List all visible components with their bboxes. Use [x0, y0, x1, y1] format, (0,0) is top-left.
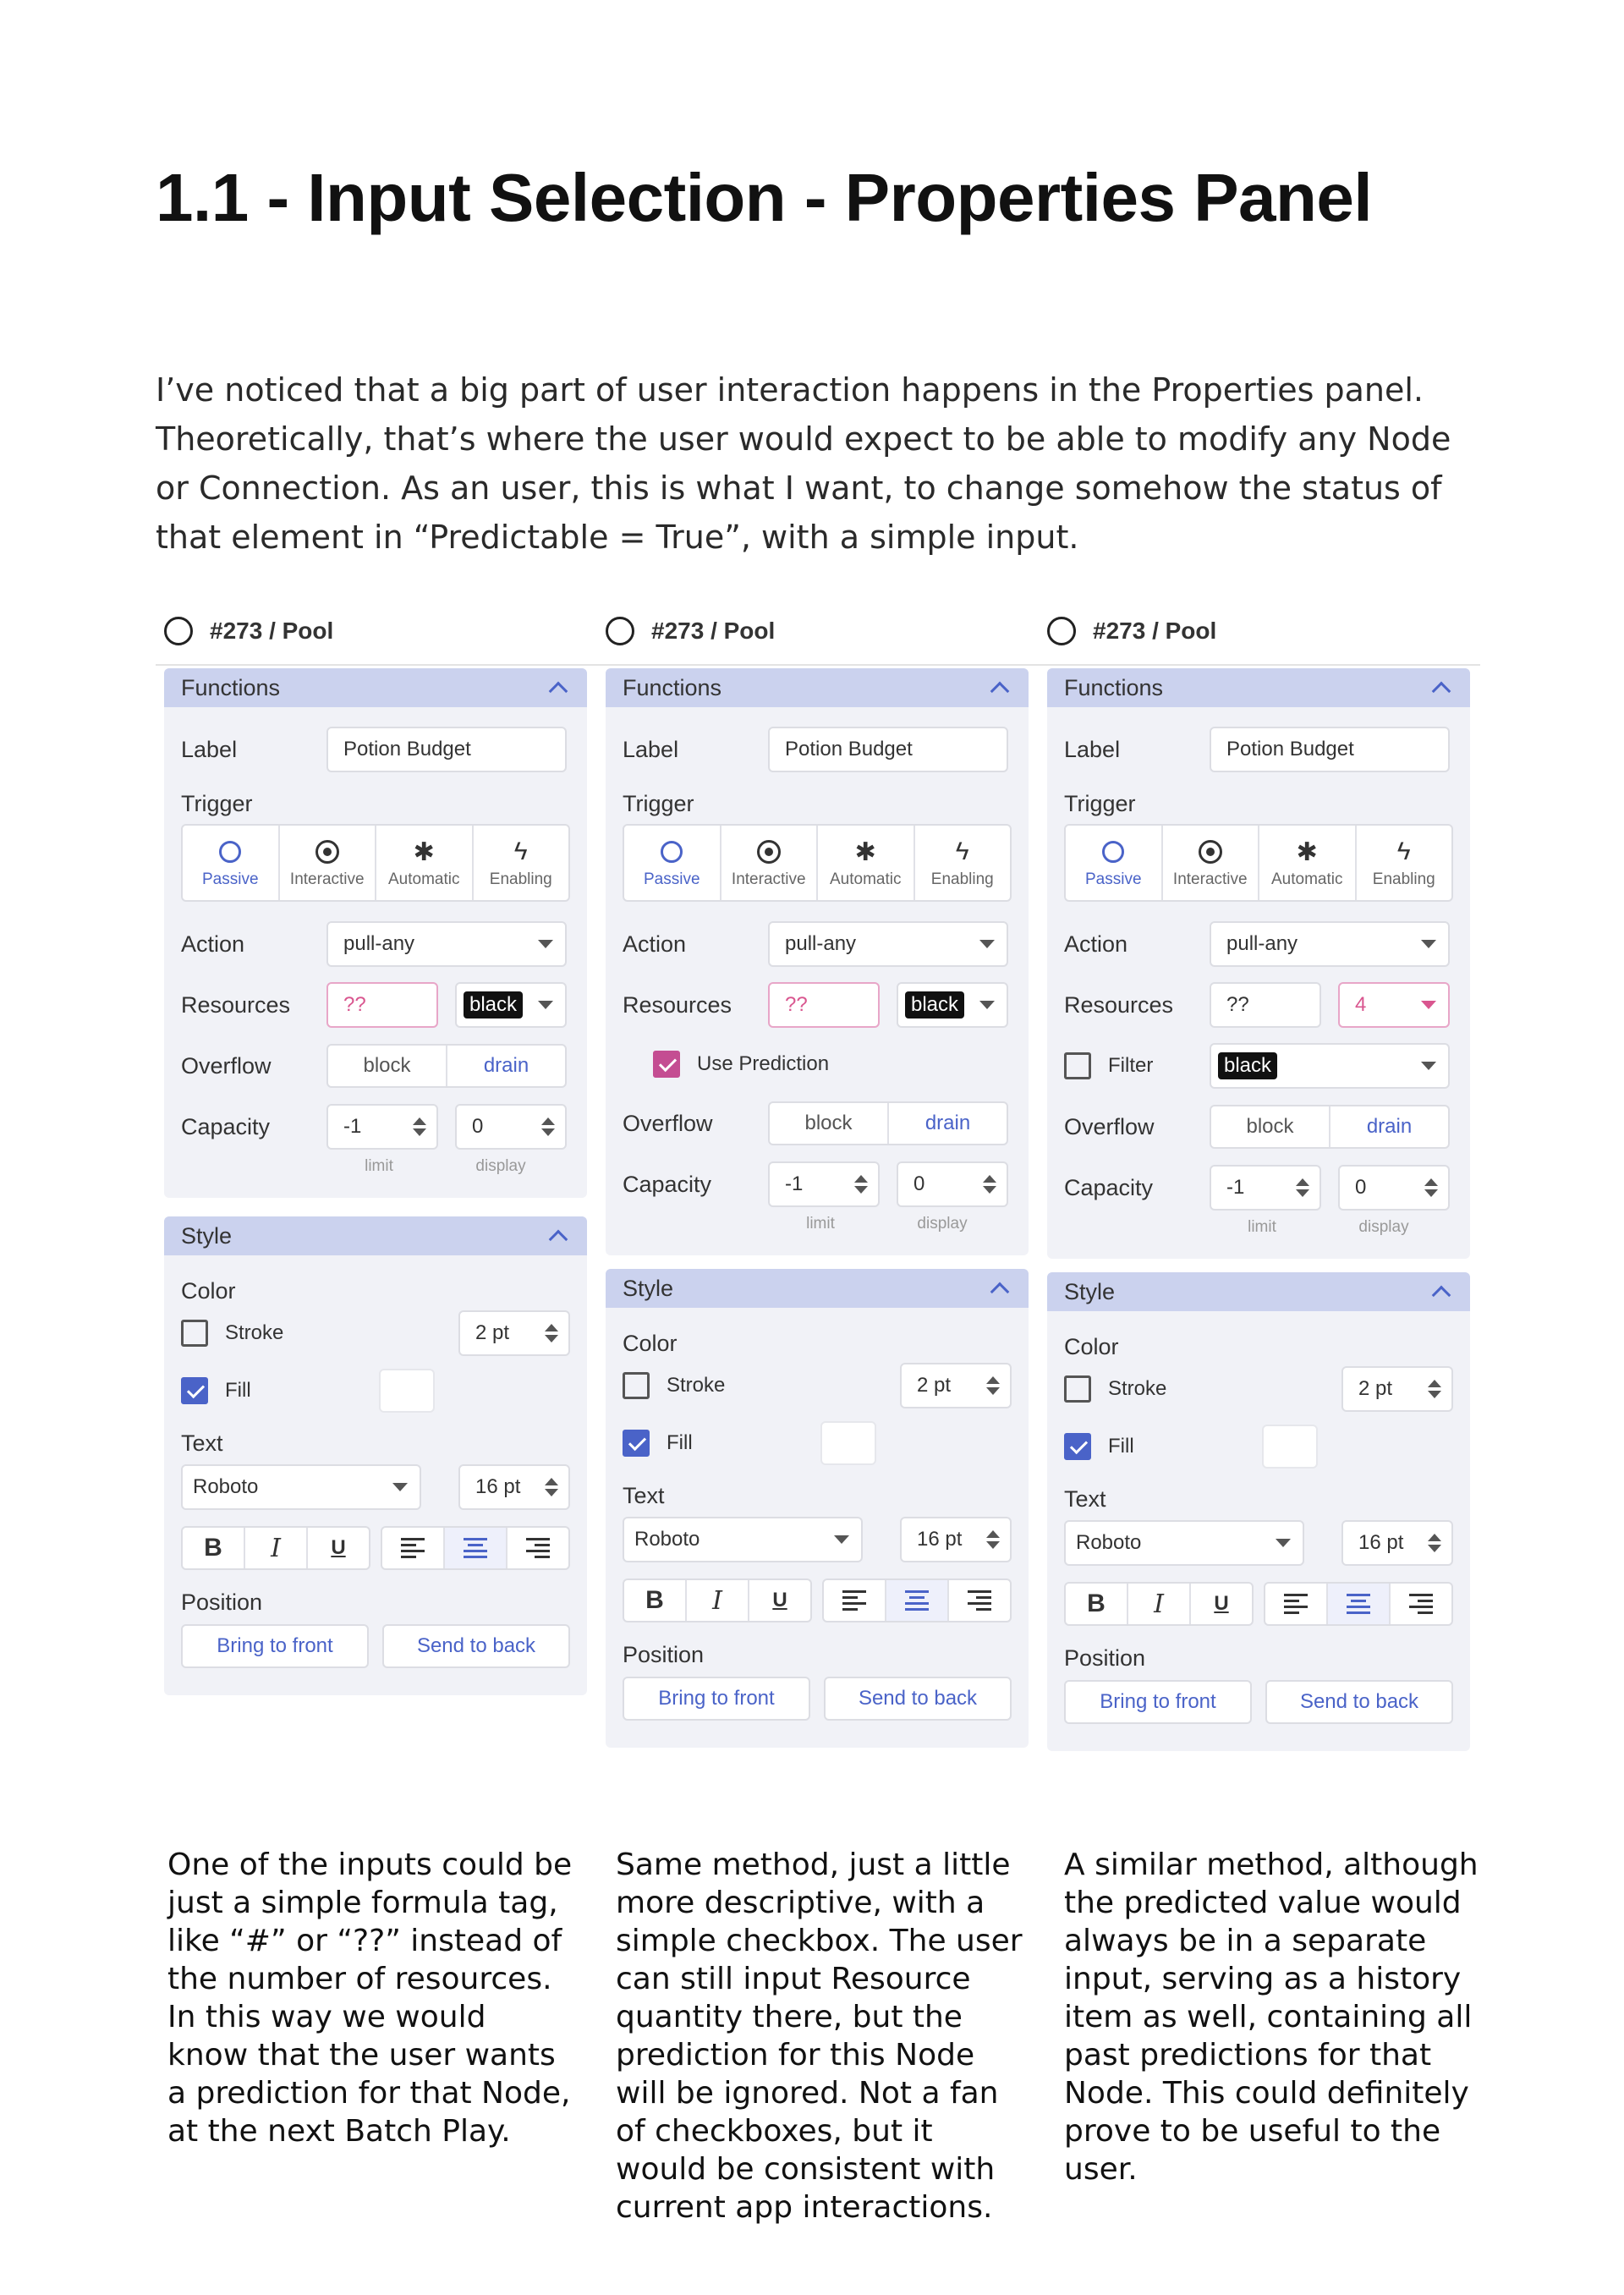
resources-input[interactable]: ??	[326, 982, 438, 1028]
italic-button[interactable]: I	[245, 1528, 308, 1568]
functions-title: Functions	[623, 674, 722, 700]
circle-icon	[661, 841, 683, 863]
chevron-down-icon	[538, 1001, 553, 1009]
trigger-selector	[623, 824, 1012, 902]
limit-hint: limit	[1248, 1218, 1276, 1236]
style-title: Style	[1064, 1278, 1116, 1304]
chevron-up-icon[interactable]	[990, 1282, 1010, 1302]
align-right-icon	[968, 1590, 991, 1611]
capacity-label: Capacity	[623, 1171, 712, 1197]
functions-header[interactable]	[1047, 668, 1470, 707]
text-align-group	[381, 1526, 570, 1570]
align-right-button[interactable]	[508, 1528, 568, 1568]
fill-label: Fill	[225, 1379, 251, 1402]
trigger-automatic[interactable]: ✱ Automatic	[1259, 826, 1357, 900]
font-select[interactable]: Roboto	[623, 1517, 863, 1562]
italic-button[interactable]: I	[1128, 1584, 1191, 1624]
text-align-group	[822, 1578, 1012, 1622]
trigger-passive[interactable]: Passive	[1066, 826, 1163, 900]
style-header[interactable]	[1047, 1272, 1470, 1311]
functions-section	[606, 668, 1029, 1255]
resources-label: Resources	[1064, 991, 1174, 1018]
overflow-label: Overflow	[623, 1110, 713, 1136]
fill-label: Fill	[1108, 1435, 1134, 1458]
display-hint: display	[917, 1215, 968, 1233]
chevron-down-icon	[538, 940, 553, 948]
functions-section	[1047, 668, 1470, 1259]
node-title: #273 / Pool	[1093, 618, 1217, 644]
align-left-button[interactable]	[1265, 1584, 1328, 1624]
target-icon	[315, 840, 339, 864]
action-label: Action	[181, 931, 245, 957]
text-align-group	[1264, 1582, 1453, 1626]
resources-label: Resources	[181, 991, 291, 1018]
lightning-icon: ϟ	[513, 837, 528, 865]
stroke-checkbox[interactable]	[1064, 1375, 1091, 1403]
target-icon	[1199, 840, 1222, 864]
resources-label: Resources	[623, 991, 732, 1018]
chevron-up-icon[interactable]	[1432, 682, 1451, 701]
overflow-toggle	[768, 1101, 1008, 1145]
style-section	[606, 1269, 1029, 1748]
trigger-interactive[interactable]: Interactive	[1163, 826, 1260, 900]
functions-header[interactable]	[164, 668, 587, 707]
prediction-history-select[interactable]: 4	[1338, 982, 1450, 1028]
resources-color-select[interactable]: black	[897, 982, 1008, 1028]
chevron-up-icon[interactable]	[549, 682, 568, 701]
limit-hint: limit	[365, 1157, 393, 1175]
align-left-button[interactable]	[824, 1580, 886, 1621]
overflow-toggle	[1210, 1105, 1450, 1149]
variant-3-panel	[1039, 602, 1468, 1751]
underline-button[interactable]: U	[331, 1536, 346, 1559]
intro-paragraph: I’ve noticed that a big part of user interaction happens in the Properties panel. Theoretically, that’s where the user would expect to be able to modify any Node or Connection. As an user, this is what I want, to change somehow the status of that element in “Predictable = True”, with a simple input.	[156, 371, 1451, 556]
chevron-down-icon	[392, 1483, 408, 1491]
text-style-group	[1064, 1582, 1254, 1626]
overflow-block[interactable]: block	[1211, 1106, 1330, 1147]
text-style-group	[623, 1578, 812, 1622]
label-input[interactable]: Potion Budget	[1210, 727, 1450, 772]
chevron-down-icon	[1421, 1062, 1436, 1070]
filter-color-select[interactable]: black	[1210, 1043, 1450, 1089]
stepper-arrows-icon[interactable]	[1424, 1178, 1438, 1197]
bring-to-front-button[interactable]: Bring to front	[1064, 1680, 1252, 1724]
font-size-stepper[interactable]: 16 pt	[458, 1464, 570, 1510]
stepper-arrows-icon[interactable]	[854, 1175, 868, 1194]
align-right-icon	[526, 1538, 550, 1558]
font-select[interactable]: Roboto	[1064, 1520, 1304, 1566]
trigger-enabling[interactable]: ϟ Enabling	[1372, 837, 1435, 888]
bold-button[interactable]: B	[624, 1580, 687, 1621]
display-hint: display	[1358, 1218, 1409, 1236]
send-to-back-button[interactable]: Send to back	[382, 1624, 570, 1668]
underline-button[interactable]: U	[772, 1589, 787, 1611]
stroke-label: Stroke	[225, 1321, 284, 1344]
action-select[interactable]: pull-any	[326, 921, 567, 967]
chevron-up-icon[interactable]	[549, 1230, 568, 1249]
stepper-arrows-icon[interactable]	[413, 1117, 426, 1136]
style-section	[164, 1216, 587, 1695]
trigger-enabling[interactable]: ϟ Enabling	[930, 837, 994, 888]
underline-button[interactable]: U	[1214, 1592, 1229, 1615]
stepper-arrows-icon[interactable]	[545, 1478, 558, 1496]
node-title: #273 / Pool	[651, 618, 776, 644]
resources-color-select[interactable]: black	[455, 982, 567, 1028]
stroke-width-stepper[interactable]: 2 pt	[458, 1310, 570, 1356]
capacity-limit-stepper[interactable]: -1	[768, 1161, 880, 1207]
text-label: Text	[181, 1430, 223, 1456]
align-left-icon	[1284, 1594, 1308, 1614]
overflow-drain[interactable]: drain	[1366, 1115, 1413, 1138]
send-to-back-button[interactable]: Send to back	[1265, 1680, 1453, 1724]
capacity-display-stepper[interactable]: 0	[455, 1104, 567, 1150]
stepper-arrows-icon[interactable]	[1428, 1534, 1441, 1552]
stroke-width-stepper[interactable]: 2 pt	[900, 1363, 1012, 1408]
chevron-down-icon	[979, 940, 995, 948]
trigger-passive[interactable]: Passive	[624, 826, 721, 900]
stepper-arrows-icon[interactable]	[545, 1324, 558, 1342]
filter-option	[1064, 1052, 1210, 1079]
bring-to-front-button[interactable]: Bring to front	[623, 1677, 810, 1721]
variant-3-description: A similar method, although the predicted value would always be in a separate input, serving as a history item as well, containing all past predictions for that Node. This could definitely prove to be useful to the user.	[1064, 1848, 1479, 2187]
align-center-icon	[1347, 1594, 1370, 1614]
align-center-icon	[905, 1590, 929, 1611]
overflow-label: Overflow	[181, 1052, 272, 1079]
position-label: Position	[1064, 1645, 1146, 1671]
send-to-back-button[interactable]: Send to back	[824, 1677, 1012, 1721]
node-radio[interactable]	[1047, 617, 1076, 645]
chevron-down-icon	[1276, 1539, 1291, 1547]
asterisk-icon: ✱	[1296, 837, 1318, 866]
node-header	[1039, 602, 1468, 660]
functions-header[interactable]	[606, 668, 1029, 707]
align-right-button[interactable]	[1391, 1584, 1451, 1624]
stroke-checkbox[interactable]	[623, 1372, 650, 1399]
align-right-icon	[1409, 1594, 1433, 1614]
color-label: Color	[1064, 1334, 1119, 1359]
circle-icon	[219, 841, 241, 863]
font-size-stepper[interactable]: 16 pt	[900, 1517, 1012, 1562]
use-prediction-label: Use Prediction	[697, 1052, 830, 1075]
align-center-button[interactable]	[1328, 1584, 1391, 1624]
label-label: Label	[181, 736, 238, 762]
text-label: Text	[623, 1483, 665, 1508]
align-left-icon	[401, 1538, 425, 1558]
variant-2-description: Same method, just a little more descriptive, with a simple checkbox. The user can still input Resource quantity there, but the prediction for this Node will be ignored. Not a fan of checkboxes, but it would be consistent with current app interactions.	[616, 1848, 1023, 2225]
trigger-interactive[interactable]: Interactive	[721, 826, 819, 900]
asterisk-icon: ✱	[413, 837, 435, 866]
trigger-selector	[181, 824, 570, 902]
stepper-arrows-icon[interactable]	[1296, 1178, 1309, 1197]
variant-1-panel	[156, 602, 585, 1695]
font-select[interactable]: Roboto	[181, 1464, 421, 1510]
stepper-arrows-icon[interactable]	[986, 1376, 1000, 1395]
stroke-label: Stroke	[667, 1374, 726, 1397]
trigger-passive[interactable]: Passive	[183, 826, 280, 900]
filter-label: Filter	[1108, 1054, 1154, 1077]
action-label: Action	[1064, 931, 1128, 957]
label-label: Label	[623, 736, 679, 762]
capacity-display-stepper[interactable]: 0	[897, 1161, 1008, 1207]
capacity-display-stepper[interactable]: 0	[1338, 1165, 1450, 1211]
stepper-arrows-icon[interactable]	[541, 1117, 555, 1136]
capacity-label: Capacity	[1064, 1174, 1154, 1200]
overflow-label: Overflow	[1064, 1113, 1155, 1139]
align-left-icon	[842, 1590, 866, 1611]
label-label: Label	[1064, 736, 1121, 762]
fill-color-swatch[interactable]	[1262, 1425, 1318, 1469]
lightning-icon: ϟ	[955, 837, 969, 865]
node-radio[interactable]	[164, 617, 193, 645]
fill-color-swatch[interactable]	[379, 1369, 435, 1413]
bring-to-front-button[interactable]: Bring to front	[181, 1624, 369, 1668]
fill-label: Fill	[667, 1431, 693, 1454]
page-title: 1.1 - Input Selection - Properties Panel	[156, 160, 1373, 235]
stroke-width-stepper[interactable]: 2 pt	[1341, 1366, 1453, 1412]
chevron-down-icon	[1421, 940, 1436, 948]
trigger-automatic[interactable]: ✱ Automatic	[376, 826, 474, 900]
display-hint: display	[475, 1157, 526, 1175]
fill-color-swatch[interactable]	[820, 1421, 876, 1465]
align-left-button[interactable]	[382, 1528, 445, 1568]
trigger-selector	[1064, 824, 1453, 902]
trigger-enabling[interactable]: ϟ Enabling	[489, 837, 552, 888]
functions-section	[164, 668, 587, 1198]
lightning-icon: ϟ	[1396, 837, 1411, 865]
asterisk-icon: ✱	[854, 837, 876, 866]
stepper-arrows-icon[interactable]	[983, 1175, 996, 1194]
node-header	[156, 602, 585, 660]
action-select[interactable]: pull-any	[1210, 921, 1450, 967]
fill-checkbox[interactable]	[1064, 1433, 1091, 1460]
color-label: Color	[181, 1278, 236, 1304]
variant-2-panel	[597, 602, 1027, 1748]
overflow-drain[interactable]: drain	[924, 1112, 971, 1134]
overflow-toggle	[326, 1044, 567, 1088]
target-icon	[757, 840, 781, 864]
circle-icon	[1102, 841, 1124, 863]
label-input[interactable]: Potion Budget	[768, 727, 1008, 772]
use-prediction-checkbox[interactable]	[653, 1051, 680, 1078]
stepper-arrows-icon[interactable]	[986, 1530, 1000, 1549]
variant-1-description: One of the inputs could be just a simple formula tag, like “#” or “??” instead of the number of resources. In this way we would know that the user wants a prediction for that Node, at the next Batch Play.	[167, 1848, 573, 2149]
style-title: Style	[623, 1275, 674, 1301]
trigger-interactive[interactable]: Interactive	[280, 826, 377, 900]
capacity-limit-stepper[interactable]: -1	[1210, 1165, 1321, 1211]
functions-title: Functions	[181, 674, 281, 700]
italic-button[interactable]: I	[687, 1580, 749, 1621]
overflow-block[interactable]: block	[328, 1046, 447, 1086]
label-input[interactable]: Potion Budget	[326, 727, 567, 772]
capacity-limit-stepper[interactable]: -1	[326, 1104, 438, 1150]
color-label: Color	[623, 1331, 678, 1356]
resources-input[interactable]: ??	[1210, 982, 1321, 1028]
functions-title: Functions	[1064, 674, 1164, 700]
chevron-up-icon[interactable]	[990, 682, 1010, 701]
action-label: Action	[623, 931, 687, 957]
style-title: Style	[181, 1222, 233, 1249]
align-right-button[interactable]	[949, 1580, 1010, 1621]
capacity-label: Capacity	[181, 1113, 271, 1139]
bold-button[interactable]: B	[1066, 1584, 1128, 1624]
fill-checkbox[interactable]	[623, 1430, 650, 1457]
node-title: #273 / Pool	[210, 618, 334, 644]
overflow-drain[interactable]: drain	[483, 1054, 529, 1077]
resources-input[interactable]: ??	[768, 982, 880, 1028]
style-header[interactable]	[606, 1269, 1029, 1308]
style-header[interactable]	[164, 1216, 587, 1255]
filter-checkbox[interactable]	[1064, 1052, 1091, 1079]
stroke-label: Stroke	[1108, 1377, 1167, 1400]
trigger-label: Trigger	[181, 791, 253, 816]
chevron-down-icon	[1421, 1001, 1436, 1009]
chevron-down-icon	[834, 1535, 849, 1544]
text-label: Text	[1064, 1486, 1106, 1512]
position-label: Position	[623, 1642, 705, 1667]
action-select[interactable]: pull-any	[768, 921, 1008, 967]
overflow-block[interactable]: block	[770, 1103, 889, 1144]
node-header	[597, 602, 1027, 660]
node-radio[interactable]	[606, 617, 634, 645]
align-center-button[interactable]	[445, 1528, 508, 1568]
position-label: Position	[181, 1589, 263, 1615]
trigger-automatic[interactable]: ✱ Automatic	[818, 826, 915, 900]
trigger-label: Trigger	[623, 791, 694, 816]
style-section	[1047, 1272, 1470, 1751]
trigger-label: Trigger	[1064, 791, 1136, 816]
chevron-up-icon[interactable]	[1432, 1286, 1451, 1305]
stroke-checkbox[interactable]	[181, 1320, 208, 1347]
align-center-icon	[464, 1538, 487, 1558]
chevron-down-icon	[979, 1001, 995, 1009]
stepper-arrows-icon[interactable]	[1428, 1380, 1441, 1398]
limit-hint: limit	[806, 1215, 835, 1233]
align-center-button[interactable]	[886, 1580, 949, 1621]
text-style-group	[181, 1526, 370, 1570]
font-size-stepper[interactable]: 16 pt	[1341, 1520, 1453, 1566]
bold-button[interactable]: B	[183, 1528, 245, 1568]
fill-checkbox[interactable]	[181, 1377, 208, 1404]
